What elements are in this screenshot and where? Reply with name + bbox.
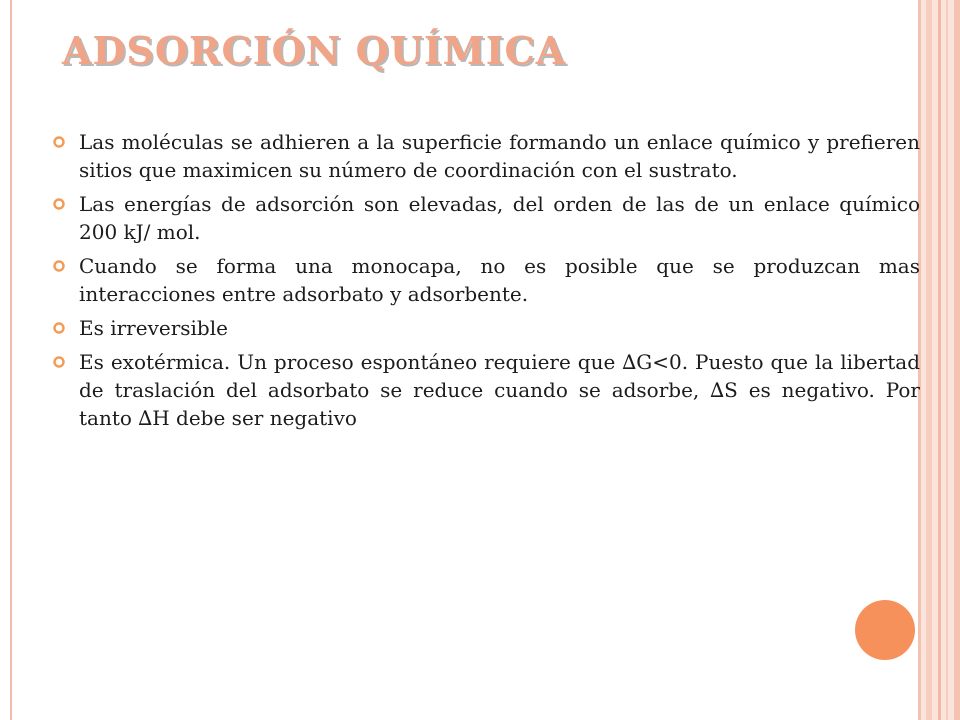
side-stripe (926, 0, 932, 720)
side-stripe (954, 0, 960, 720)
bullet-ring-icon (52, 135, 66, 149)
bullet-text: Es exotérmica. Un proceso espontáneo requiere que ∆G<0. Puesto que la libertad de traslación del adsorbato se reduce cuando se adsorbe, ∆S es negativo. Por tanto ∆H debe ser negativo (79, 350, 920, 430)
bullet-item (52, 348, 920, 432)
bullet-text: Las moléculas se adhieren a la superficie formando un enlace químico y prefieren sitios que maximicen su número de coordinación con el sustrato. (79, 130, 920, 182)
bullet-item (52, 314, 920, 342)
slide-title: ADSORCIÓN QUÍMICA (62, 28, 567, 73)
bullet-ring-icon (52, 197, 66, 211)
slide-frame-left-line (10, 0, 12, 720)
bullet-item (52, 252, 920, 308)
bullet-ring-icon (52, 321, 66, 335)
slide-content (52, 128, 920, 438)
side-stripe (938, 0, 941, 720)
bullet-ring-icon (52, 355, 66, 369)
bullet-ring-icon (52, 259, 66, 273)
bullet-text: Cuando se forma una monocapa, no es posible que se produzcan mas interacciones entre adsorbato y adsorbente. (79, 254, 920, 306)
bullet-list (52, 128, 920, 432)
bullet-item (52, 190, 920, 246)
bullet-text: Es irreversible (79, 316, 228, 340)
bullet-text: Las energías de adsorción son elevadas, del orden de las de un enlace químico 200 kJ/ mol. (79, 192, 920, 244)
side-stripe (946, 0, 948, 720)
bullet-item (52, 128, 920, 184)
decorative-orange-circle (855, 600, 915, 660)
